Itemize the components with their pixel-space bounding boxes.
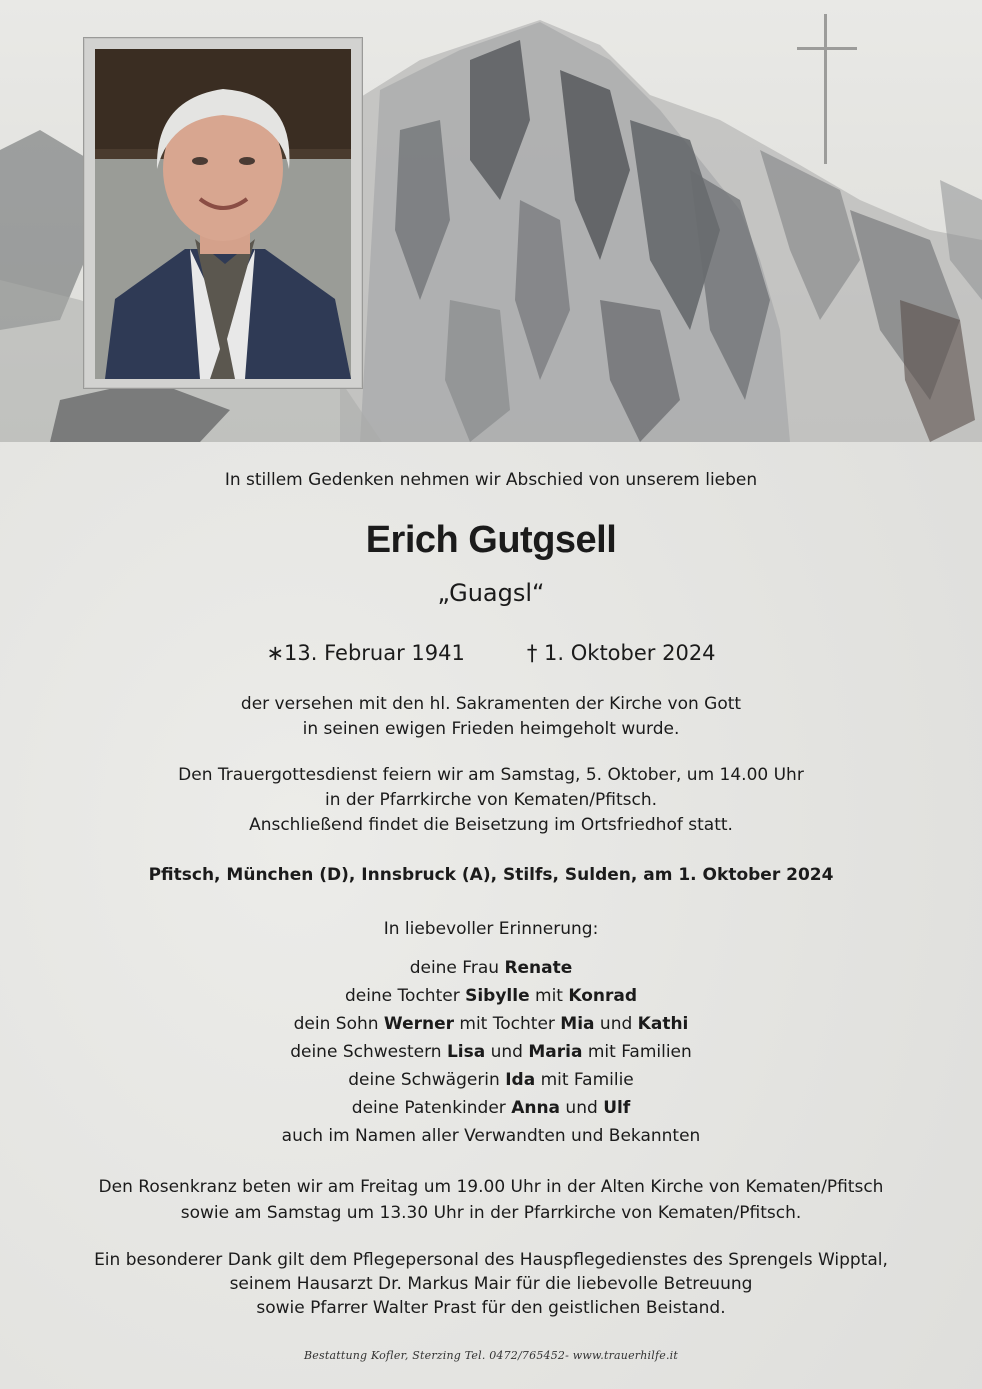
family-member-name: Maria (528, 1042, 583, 1062)
service-line: in der Pfarrkirche von Kematen/Pfitsch. (324, 790, 658, 810)
life-dates (0, 639, 982, 667)
family-member-name: Kathi (637, 1014, 689, 1034)
family-relation-text: und (560, 1098, 604, 1118)
birth-date: ∗13. Februar 1941 (266, 641, 465, 665)
family-member-name: Werner (383, 1014, 454, 1034)
funeral-home-footer: Bestattung Kofler, Sterzing Tel. 0472/765452- www.trauerhilfe.it (304, 1349, 678, 1362)
family-line (0, 1124, 982, 1148)
family-relation-text: mit Familien (582, 1042, 692, 1062)
service-line: Den Trauergottesdienst feiern wir am Samstag, 5. Oktober, um 14.00 Uhr (178, 765, 804, 785)
family-line (0, 1012, 982, 1036)
intro-text: In stillem Gedenken nehmen wir Abschied von unserem lieben (224, 470, 758, 490)
family-line (0, 984, 982, 1008)
family-member-name: Anna (511, 1098, 561, 1118)
memory-heading: In liebevoller Erinnerung: (383, 919, 599, 939)
family-relation-text: mit Tochter (454, 1014, 561, 1034)
family-relation-text: deine Tochter (344, 986, 466, 1006)
sacrament-line: der versehen mit den hl. Sakramenten der Kirche von Gott (240, 694, 742, 714)
family-relation-text: mit (529, 986, 569, 1006)
nickname: „Guagsl“ (437, 579, 545, 607)
deceased-name: Erich Gutgsell (365, 519, 617, 561)
family-member-name: Konrad (568, 986, 638, 1006)
family-member-name: Mia (560, 1014, 595, 1034)
family-relation-text: mit Familie (535, 1070, 634, 1090)
thanks-line: sowie Pfarrer Walter Prast für den geistlichen Beistand. (256, 1298, 726, 1318)
family-relation-text: deine Schwägerin (348, 1070, 506, 1090)
family-relation-text: deine Patenkinder (351, 1098, 512, 1118)
family-member-name: Lisa (446, 1042, 486, 1062)
family-member-name: Ulf (603, 1098, 631, 1118)
family-relation-text: auch im Namen aller Verwandten und Bekannten (281, 1126, 701, 1146)
cross-icon (797, 14, 857, 164)
place-date: Pfitsch, München (D), Innsbruck (A), Stilfs, Sulden, am 1. Oktober 2024 (148, 865, 834, 885)
portrait-frame (83, 37, 363, 389)
sacrament-line: in seinen ewigen Frieden heimgeholt wurde. (302, 719, 680, 739)
family-member-name: Sibylle (465, 986, 530, 1006)
family-relation-text: dein Sohn (293, 1014, 384, 1034)
rosary-line: Den Rosenkranz beten wir am Freitag um 19.00 Uhr in der Alten Kirche von Kematen/Pfitsch (98, 1177, 884, 1197)
family-relation-text: deine Frau (409, 958, 505, 978)
thanks-line: Ein besonderer Dank gilt dem Pflegepersonal des Hauspflegedienstes des Sprengels Wipptal, (94, 1250, 888, 1270)
family-line (0, 1040, 982, 1064)
family-relation-text: deine Schwestern (290, 1042, 447, 1062)
portrait-photo (95, 49, 351, 379)
thanks-line: seinem Hausarzt Dr. Markus Mair für die liebevolle Betreuung (229, 1274, 753, 1294)
family-line (0, 956, 982, 980)
family-relation-text: und (485, 1042, 529, 1062)
family-member-name: Ida (505, 1070, 536, 1090)
service-line: Anschließend findet die Beisetzung im Ortsfriedhof statt. (249, 815, 733, 835)
family-line (0, 1096, 982, 1120)
rosary-line: sowie am Samstag um 13.30 Uhr in der Pfarrkirche von Kematen/Pfitsch. (180, 1203, 802, 1223)
family-line (0, 1068, 982, 1092)
family-relation-text: und (594, 1014, 638, 1034)
death-date: † 1. Oktober 2024 (526, 641, 716, 665)
family-member-name: Renate (504, 958, 573, 978)
